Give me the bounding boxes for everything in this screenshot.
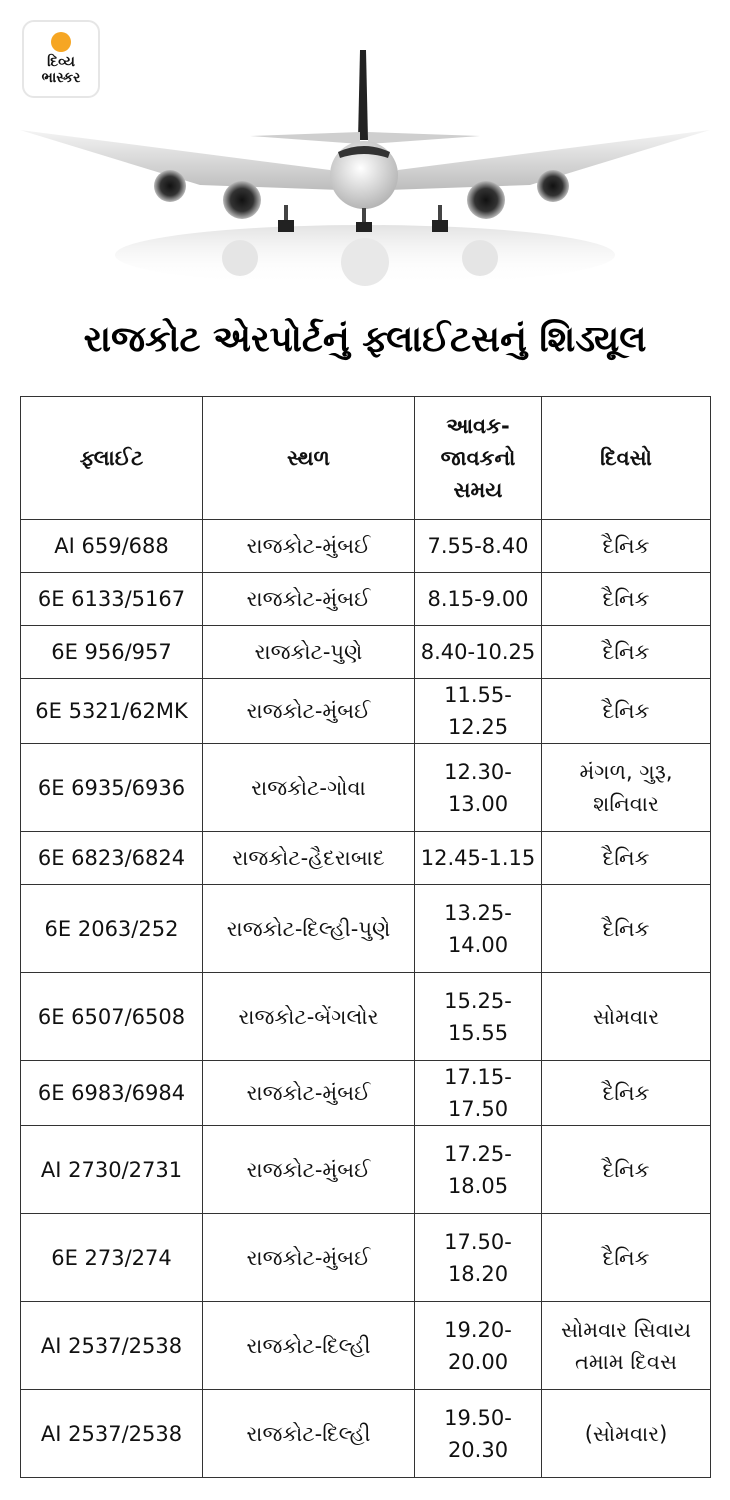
place-cell: રાજકોટ-મુંબઈ [203,1126,415,1214]
header-flight: ફ્લાઈટ [21,397,203,520]
table-row [21,1390,711,1478]
time-cell: 12.45-1.15 [415,832,542,885]
time-cell: 17.15-17.50 [415,1061,542,1126]
time-cell: 17.25-18.05 [415,1126,542,1214]
place-cell: રાજકોટ-દિલ્હી [203,1390,415,1478]
days-cell: દૈનિક [542,573,711,626]
table-row [21,1302,711,1390]
brand-line-2: ભાસ્કર [41,70,81,86]
days-cell: દૈનિક [542,520,711,573]
days-cell: સોમવાર સિવાય તમામ દિવસ [542,1302,711,1390]
days-cell: દૈનિક [542,679,711,744]
table-row [21,832,711,885]
days-cell: દૈનિક [542,1126,711,1214]
place-cell: રાજકોટ-ગોવા [203,744,415,832]
table-row [21,573,711,626]
flight-cell: 6E 6983/6984 [21,1061,203,1126]
table-row [21,520,711,573]
table-row [21,1214,711,1302]
place-cell: રાજકોટ-મુંબઈ [203,679,415,744]
flight-cell: AI 2537/2538 [21,1302,203,1390]
place-cell: રાજકોટ-મુંબઈ [203,1214,415,1302]
days-cell: મંગળ, ગુરૂ, શનિવાર [542,744,711,832]
days-cell: દૈનિક [542,885,711,973]
days-cell: સોમવાર [542,973,711,1061]
table-row [21,679,711,744]
flight-cell: 6E 6935/6936 [21,744,203,832]
header-place: સ્થળ [203,397,415,520]
flight-cell: 6E 6507/6508 [21,973,203,1061]
place-cell: રાજકોટ-મુંબઈ [203,1061,415,1126]
time-cell: 7.55-8.40 [415,520,542,573]
time-cell: 8.15-9.00 [415,573,542,626]
airplane-illustration [0,40,730,300]
place-cell: રાજકોટ-પુણે [203,626,415,679]
table-row [21,1061,711,1126]
time-cell: 17.50-18.20 [415,1214,542,1302]
flight-cell: AI 2730/2731 [21,1126,203,1214]
header-time: આવક-જાવકનો સમય [415,397,542,520]
flight-cell: 6E 5321/62MK [21,679,203,744]
flight-cell: AI 2537/2538 [21,1390,203,1478]
time-cell: 19.20-20.00 [415,1302,542,1390]
place-cell: રાજકોટ-બેંગલોર [203,973,415,1061]
flight-cell: 6E 2063/252 [21,885,203,973]
days-cell: દૈનિક [542,1061,711,1126]
flight-schedule-table [20,396,711,1478]
place-cell: રાજકોટ-મુંબઈ [203,520,415,573]
time-cell: 11.55-12.25 [415,679,542,744]
days-cell: દૈનિક [542,626,711,679]
time-cell: 12.30-13.00 [415,744,542,832]
place-cell: રાજકોટ-મુંબઈ [203,573,415,626]
table-row [21,744,711,832]
flight-cell: 6E 273/274 [21,1214,203,1302]
time-cell: 13.25-14.00 [415,885,542,973]
page-title: રાજકોટ એરપોર્ટનું ફ્લાઈટસનું શિડ્યૂલ [83,319,647,360]
place-cell: રાજકોટ-દિલ્હી-પુણે [203,885,415,973]
days-cell: (સોમવાર) [542,1390,711,1478]
header-days: દિવસો [542,397,711,520]
time-cell: 8.40-10.25 [415,626,542,679]
table-row [21,973,711,1061]
place-cell: રાજકોટ-દિલ્હી [203,1302,415,1390]
flight-cell: 6E 956/957 [21,626,203,679]
flight-cell: 6E 6133/5167 [21,573,203,626]
table-row [21,885,711,973]
flight-cell: 6E 6823/6824 [21,832,203,885]
table-row [21,626,711,679]
place-cell: રાજકોટ-હૈદરાબાદ [203,832,415,885]
table-header-row [21,397,711,520]
table-row [21,1126,711,1214]
time-cell: 15.25-15.55 [415,973,542,1061]
flight-cell: AI 659/688 [21,520,203,573]
days-cell: દૈનિક [542,1214,711,1302]
brand-line-1: દિવ્ય [47,54,75,70]
days-cell: દૈનિક [542,832,711,885]
time-cell: 19.50-20.30 [415,1390,542,1478]
